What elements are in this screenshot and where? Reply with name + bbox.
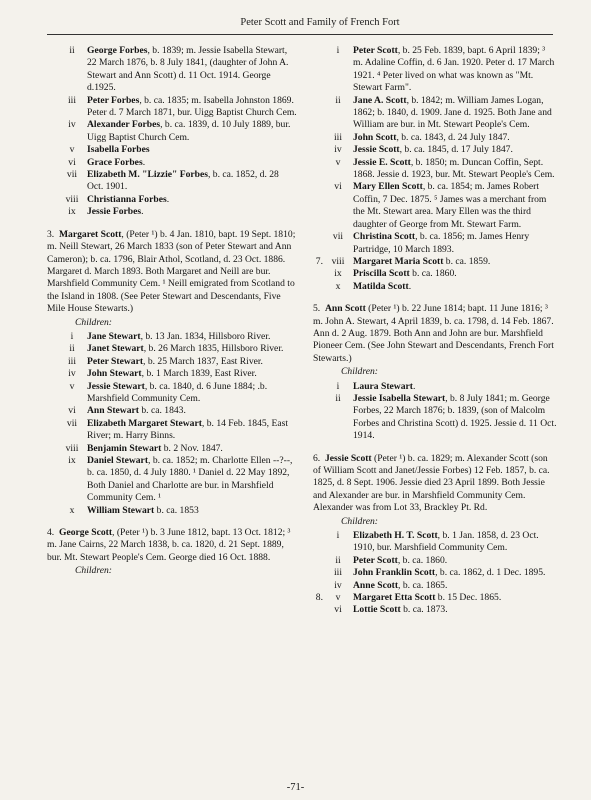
entry-number [47, 169, 59, 194]
child-details: b. ca. 1859. [443, 255, 491, 267]
child-details: , b. ca. 1856; m. James Henry Partridge, 10 March 1893. [353, 231, 530, 255]
child-numeral: iv [68, 119, 76, 131]
child-numeral: vi [68, 156, 76, 168]
entry-number [47, 356, 59, 368]
entry-spacer [47, 219, 297, 229]
entry-number: 7. [315, 255, 323, 267]
child-text [85, 45, 297, 95]
entry-number [313, 604, 325, 616]
entry-details: , (Peter ¹) b. 3 June 1812, bapt. 13 Oct. 1812; ³ m. Jane Cairns, 22 March 1838, b. ca. 1820, d. 21 Sept. 1889, bur. Mt. Stewart People's Cem. George died 16 Oct. 1888. [47, 527, 291, 563]
child-text [351, 144, 557, 156]
entry-number [313, 268, 325, 280]
child-numeral: viii [65, 442, 79, 454]
child-text [351, 393, 557, 443]
person-name: Daniel Stewart [87, 455, 149, 466]
child-entry [313, 231, 557, 256]
left-column [47, 45, 297, 580]
child-entry [313, 132, 557, 144]
child-numeral: x [69, 504, 75, 516]
child-numeral: viii [331, 255, 345, 267]
entry-number [313, 45, 325, 95]
child-entry [313, 530, 557, 555]
child-numeral: iii [68, 355, 76, 367]
child-entry [47, 368, 297, 380]
entry-number [47, 95, 59, 120]
entry-spacer [47, 517, 297, 527]
person-name: Ann Scott [325, 303, 366, 315]
child-details: , b. ca. 1862, d. 1 Dec. 1895. [435, 567, 546, 579]
entry-number [47, 157, 59, 169]
family-entry [313, 453, 557, 515]
child-text [351, 530, 557, 555]
entry-number [313, 231, 325, 256]
child-details: , b. 8 July 1841; m. George Forbes, 22 March 1876; b. 1839, (son of Malcolm Forbes and Christina Scott) d. 1925. Jessie d. 11 Oct. 1914. [353, 392, 557, 442]
entry-number [313, 530, 325, 555]
child-text [351, 592, 557, 604]
children-label: Children: [75, 565, 112, 577]
entry-number [47, 505, 59, 517]
children-label: Children: [341, 515, 378, 527]
entry-spacer [313, 293, 557, 303]
child-details: , b. ca. 1852, d. 28 Oct. 1901. [87, 169, 279, 193]
child-entry [47, 119, 297, 144]
child-numeral: ii [335, 554, 341, 566]
person-name: George Forbes [87, 45, 148, 56]
child-details: , b. 26 March 1835, Hillsboro River. [143, 343, 284, 355]
person-name: Elizabeth Margaret Stewart [87, 417, 202, 429]
person-name: Elizabeth M. "Lizzie" Forbes [87, 169, 208, 181]
child-entry [313, 144, 557, 156]
child-entry [47, 331, 297, 343]
entry-number [47, 206, 59, 218]
child-entry [47, 418, 297, 443]
page-number: -71- [286, 782, 305, 793]
person-name: Jane A. Scott [353, 94, 407, 106]
child-text [85, 119, 297, 144]
child-numeral: ii [335, 94, 341, 106]
entry-number [313, 132, 325, 144]
child-details: , b. ca. 1839, d. 10 July 1889, bur. Uigg Baptist Church Cem. [87, 119, 291, 143]
child-text [351, 567, 557, 579]
entry-number [313, 567, 325, 579]
person-name: John Franklin Scott [353, 567, 436, 579]
child-entry [313, 592, 557, 604]
entry-number [313, 393, 325, 443]
child-numeral: i [70, 330, 74, 342]
entry-number [47, 405, 59, 417]
person-name: Jessie Scott [353, 144, 400, 156]
person-name: Mary Ellen Scott [353, 181, 423, 193]
child-text [85, 368, 297, 380]
person-name: Margaret Scott [59, 228, 122, 240]
entry-number [313, 144, 325, 156]
child-numeral: ix [68, 206, 76, 218]
entry-number [313, 381, 325, 393]
child-details: , b. 14 Feb. 1845, East River; m. Harry Binns. [87, 417, 288, 442]
person-name: John Scott [353, 131, 397, 143]
child-text [351, 231, 557, 256]
child-numeral: vii [66, 417, 78, 429]
entry-details: (Peter ¹) b. ca. 1829; m. Alexander Scott (son of William Scott and Janet/Jessie Forbes) 12 Feb. 1857, b. ca. 1825, d. 8 Sept. 1906. Jessie died 23 April 1899. Both Jessie and Alexander are bur. in Marshfield Community Cem. Alexander was from Lot 33, Brackley Pt. Rd. [313, 452, 550, 514]
child-text [85, 157, 297, 169]
running-header-title: Peter Scott and Family of French Fort [240, 17, 400, 28]
child-entry [47, 144, 297, 156]
entry-details: , (Peter ¹) b. 4 Jan. 1810, bapt. 19 Sept. 1810; m. Neill Stewart, 26 March 1833 (son of Peter Stewart and Ann Cameron); b. ca. 1796, Blair Athol, Scotland, d. 23 Oct. 1886. Margaret d. March 1893. Both Margaret and Neill are bur. Marshfield Community Cem. ¹ Neill emigrated from Scotland to the Island in 1808. (See Peter Stewart and Descendants, Five Mile House Stewarts.) [47, 228, 296, 315]
child-numeral: i [336, 380, 340, 392]
child-numeral: ix [68, 455, 76, 466]
child-text [85, 418, 297, 443]
entry-number: 5. [313, 303, 321, 315]
child-text [85, 95, 297, 120]
child-details: , b. ca. 1845, d. 17 July 1847. [399, 144, 513, 156]
right-column [313, 45, 557, 617]
entry-number [47, 381, 59, 406]
child-text [85, 169, 297, 194]
person-name: Jessie Isabella Stewart [353, 392, 446, 404]
child-numeral: ii [335, 392, 341, 404]
child-details: b. 15 Dec. 1865. [435, 592, 502, 604]
child-entry [313, 256, 557, 268]
person-name: Ann Stewart [87, 405, 139, 417]
child-entry [47, 95, 297, 120]
child-details: , b. ca. 1865. [398, 579, 448, 591]
child-numeral: iii [334, 131, 342, 143]
child-entry [47, 194, 297, 206]
child-numeral: ix [334, 268, 342, 280]
person-name: Matilda Scott [353, 280, 409, 292]
person-name: Peter Stewart [87, 355, 144, 367]
entry-details: (Peter ¹) b. 22 June 1814; bapt. 11 June 1816; ³ m. John A. Stewart, 4 April 1839, b. ca. 1798, d. 14 Feb. 1867. Ann d. 2 Aug. 1879. Both Ann and John are bur. Marshfield Pioneer Cem. (See John Stewart and Descendants, French Fort Stewarts.) [313, 303, 554, 364]
person-name: Jessie E. Scott [353, 156, 411, 168]
entry-number [47, 194, 59, 206]
child-text [85, 356, 297, 368]
child-details: b. ca. 1873. [400, 604, 448, 616]
child-entry [47, 45, 297, 95]
child-numeral: vi [68, 405, 76, 417]
child-entry [47, 356, 297, 368]
person-name: Alexander Forbes [87, 119, 161, 131]
person-name: Peter Scott [353, 45, 398, 56]
child-text [351, 256, 557, 268]
child-details: b. ca. 1843. [138, 405, 186, 417]
child-numeral: iii [334, 567, 342, 579]
child-numeral: v [69, 144, 75, 156]
family-entry [47, 229, 297, 316]
child-text [351, 555, 557, 567]
child-details: , b. ca. 1840, d. 6 June 1884; .b. Marshfield Community Cem. [87, 380, 268, 404]
child-entry [313, 567, 557, 579]
child-numeral: iii [68, 94, 76, 106]
entry-number [313, 95, 325, 132]
child-text [85, 194, 297, 206]
child-text [351, 604, 557, 616]
entry-number [47, 144, 59, 156]
person-name: Jessie Stewart [87, 380, 145, 392]
person-name: George Scott [59, 527, 113, 539]
child-numeral: v [69, 380, 75, 392]
child-details: , b. 1 Jan. 1858, d. 23 Oct. 1910, bur. Marshfield Community Cem. [353, 530, 539, 554]
child-details: . [412, 380, 416, 392]
child-details: , b. 1839; m. Jessie Isabella Stewart, 22 March 1876, b. 8 July 1841, (daughter of John A. Stewart and Ann Scott) d. 11 Oct. 1914. George d.1925. [87, 45, 289, 94]
family-entry [313, 303, 557, 365]
header-rule [47, 34, 553, 35]
children-label: Children: [341, 366, 378, 378]
child-details: . [166, 193, 170, 205]
person-name: Christina Scott [353, 231, 416, 243]
person-name: Jane Stewart [87, 330, 141, 342]
child-numeral: iv [334, 144, 342, 156]
child-entry [47, 405, 297, 417]
person-name: Benjamin Stewart [87, 442, 162, 454]
person-name: Jessie Scott [325, 452, 372, 464]
person-name: Laura Stewart [353, 380, 413, 392]
person-name: Janet Stewart [87, 343, 144, 355]
child-text [351, 132, 557, 144]
child-details: , b. 25 March 1837, East River. [143, 355, 263, 367]
child-numeral: x [335, 280, 341, 292]
child-text [351, 157, 557, 182]
child-numeral: vi [334, 604, 342, 616]
entry-number [47, 343, 59, 355]
child-text [85, 144, 297, 156]
child-numeral: iv [334, 579, 342, 591]
child-numeral: ii [69, 343, 75, 355]
child-entry [313, 181, 557, 231]
child-entry [313, 555, 557, 567]
entry-spacer [313, 443, 557, 453]
child-entry [313, 157, 557, 182]
child-entry [47, 505, 297, 517]
child-details: , b. 1 March 1839, East River. [141, 368, 257, 380]
person-name: Isabella Forbes [87, 144, 150, 156]
person-name: Peter Scott [353, 554, 398, 566]
entry-number: 6. [313, 452, 321, 464]
child-text [351, 45, 557, 95]
child-details: b. ca. 1853 [154, 504, 199, 516]
entry-number [47, 45, 59, 95]
person-name: Priscilla Scott [353, 268, 410, 280]
person-name: William Stewart [87, 504, 155, 516]
person-name: Lottie Scott [353, 604, 401, 616]
person-name: Christianna Forbes [87, 193, 167, 205]
child-details: . [141, 206, 144, 218]
entry-number [47, 368, 59, 380]
child-numeral: v [335, 592, 341, 604]
child-numeral: v [335, 156, 341, 168]
child-numeral: i [336, 45, 340, 56]
child-numeral: vi [334, 181, 342, 193]
person-name: Jessie Forbes [87, 206, 142, 218]
child-text [85, 505, 297, 517]
entry-number [47, 443, 59, 455]
entry-number [47, 418, 59, 443]
child-entry [313, 393, 557, 443]
child-details: . [142, 156, 146, 168]
child-entry [47, 343, 297, 355]
child-entry [47, 206, 297, 218]
child-entry [47, 381, 297, 406]
child-entry [47, 169, 297, 194]
person-name: Peter Forbes [87, 94, 140, 106]
child-details: . [408, 280, 412, 292]
child-details: , b. ca. 1843, d. 24 July 1847. [396, 131, 510, 143]
entry-number [313, 555, 325, 567]
entry-number: 8. [315, 592, 323, 604]
child-numeral: i [336, 530, 340, 542]
child-text [351, 268, 557, 280]
child-text [85, 206, 297, 218]
person-name: Anne Scott [353, 579, 399, 591]
child-details: , b. ca. 1860. [397, 554, 448, 566]
entry-number: 3. [47, 228, 55, 240]
child-entry [313, 381, 557, 393]
child-text [351, 281, 557, 293]
child-details: , b. 1842; m. William James Logan, 1862; b. 1840, d. 1909. Jane d. 1925. Both Jane and William are bur. in Mt. Stewart People's Cem. [353, 94, 552, 131]
entry-number [313, 580, 325, 592]
child-entry [313, 281, 557, 293]
child-details: , b. ca. 1835; m. Isabella Johnston 1869. Peter d. 7 March 1871, bur. Uigg Baptist Church Cem. [87, 94, 297, 119]
entry-number: 4. [47, 527, 55, 539]
child-entry [47, 157, 297, 169]
children-label: Children: [75, 316, 112, 328]
child-details: , b. ca. 1854; m. James Robert Coffin, 7 Dec. 1875. ⁵ James was a merchant from the Mt. Stewart area. Mary Ellen was the third daughter of George from Mt. Stewart Farm. [353, 181, 547, 230]
child-details: , b. 13 Jan. 1834, Hillsboro River. [140, 330, 271, 342]
entry-number [47, 455, 59, 505]
child-text [85, 405, 297, 417]
child-entry [313, 580, 557, 592]
child-details: , b. ca. 1852; m. Charlotte Ellen --?--, b. ca. 1850, d. 4 July 1880. ¹ Daniel d. 22 May 1892, Both Daniel and Charlotte are bur. in Marshfield Community Cem. ¹ [87, 455, 293, 504]
child-text [85, 443, 297, 455]
person-name: Margaret Maria Scott [353, 255, 444, 267]
child-entry [313, 45, 557, 95]
child-text [85, 455, 297, 505]
child-details: , b. 1850; m. Duncan Coffin, Sept. 1868. Jessie d. 1923, bur. Mt. Stewart People's Cem. [353, 156, 555, 181]
child-text [351, 381, 557, 393]
family-entry [47, 527, 297, 564]
entry-number [47, 331, 59, 343]
child-entry [313, 95, 557, 132]
entry-number [313, 181, 325, 231]
child-entry [47, 455, 297, 505]
child-text [85, 343, 297, 355]
child-entry [313, 604, 557, 616]
person-name: Grace Forbes [87, 156, 143, 168]
entry-number [313, 281, 325, 293]
child-numeral: vii [332, 231, 344, 243]
child-details: , b. 25 Feb. 1839, bapt. 6 April 1839; ³ m. Adaline Coffin, d. 6 Jan. 1920. Peter d. 17 March 1921. ⁴ Peter lived on what was known as "Mt. Stewart Farm". [353, 45, 555, 94]
child-numeral: viii [65, 193, 79, 205]
child-numeral: iv [68, 368, 76, 380]
child-text [85, 381, 297, 406]
person-name: Margaret Etta Scott [353, 592, 436, 604]
child-details: b. 2 Nov. 1847. [161, 442, 223, 454]
child-text [351, 181, 557, 231]
person-name: John Stewart [87, 368, 142, 380]
child-details: b. ca. 1860. [409, 268, 457, 280]
person-name: Elizabeth H. T. Scott [353, 530, 438, 542]
entry-number [47, 119, 59, 144]
child-entry [313, 268, 557, 280]
child-text [85, 331, 297, 343]
child-entry [47, 443, 297, 455]
child-numeral: ii [69, 45, 75, 56]
child-text [351, 95, 557, 132]
entry-number [313, 157, 325, 182]
child-text [351, 580, 557, 592]
child-numeral: vii [66, 169, 78, 181]
